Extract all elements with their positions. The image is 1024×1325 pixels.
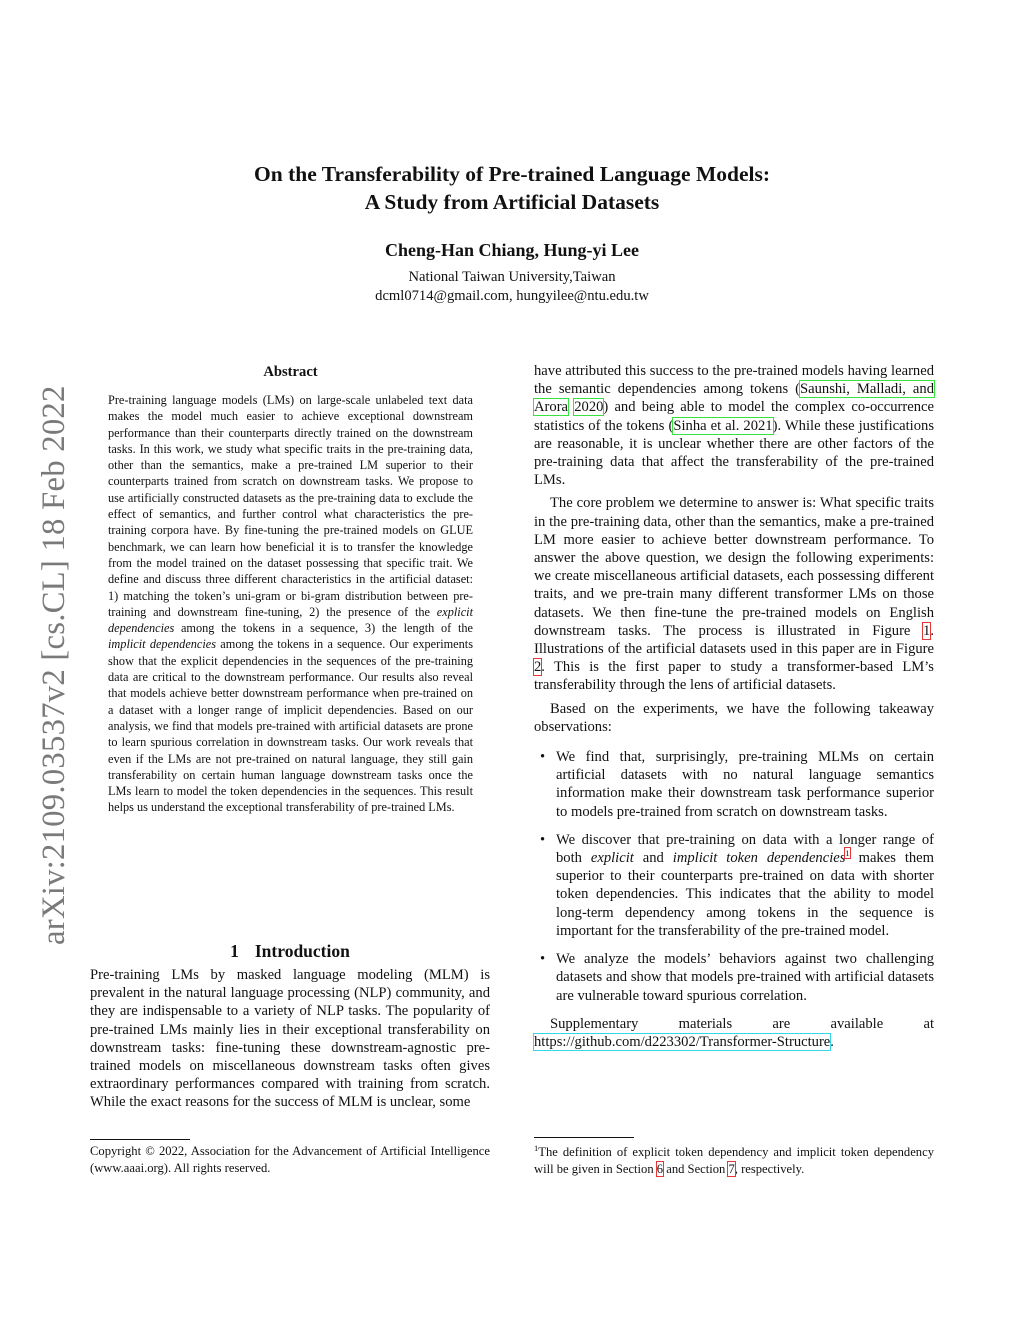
bullet-icon: • bbox=[540, 951, 546, 968]
section-ref-7[interactable]: 7 bbox=[728, 1161, 735, 1176]
list-item-text: We analyze the models’ behaviors against two challenging datasets and show that models pre-trained with artificial datasets are vulnerable toward spurious correlation. bbox=[556, 951, 934, 1004]
paragraph-core-problem bbox=[534, 494, 934, 694]
footnote-text: The definition of explicit token dependency and implicit token dependency will be given in Section bbox=[534, 1145, 934, 1176]
text: . bbox=[830, 1033, 834, 1050]
emails: dcml0714@gmail.com, hungyilee@ntu.edu.tw bbox=[375, 288, 649, 304]
paragraph-takeaways: Based on the experiments, we have the following takeaway observations: bbox=[534, 700, 934, 735]
list-item bbox=[534, 831, 934, 940]
emphasis: explicit bbox=[590, 850, 634, 867]
list-item-text: makes them superior to their counterparts pre-trained on data with shorter token dependencies. This indicates that the ability to model long-term dependency among tokens in the sequence is important for the transferability of the pre-trained model. bbox=[556, 850, 934, 939]
abstract-emphasis-2: implicit dependencies bbox=[108, 637, 217, 652]
paragraph-motivation bbox=[534, 362, 934, 489]
affiliation-block bbox=[0, 268, 1024, 306]
emphasis: implicit token dependencies bbox=[672, 850, 846, 867]
citation-authors: Saunshi, Malladi, and Arora bbox=[534, 381, 935, 416]
footnote-1 bbox=[534, 1144, 934, 1177]
section-number: 1 bbox=[230, 941, 239, 961]
intro-text: Pre-training LMs by masked language modeling (MLM) is prevalent in the natural language processing (NLP) community, and they are indispensable to a variety of NLP tasks. The popularity of pre-trained LMs mainly lies in their exceptional transferability on downstream tasks: fine-tuning these downstream-agnostic pre-trained models on miscellaneous downstream tasks often gives extraordinary performances compared with training from scratch. While the exact reasons for the success of MLM is unclear, some bbox=[90, 967, 490, 1111]
text: The core problem we determine to answer is: What specific traits in the pre-training data, other than the semantics, make a pre-trained LM more easier to achieve better downstream performance. To answer the above question, we design the following experiments: we create miscellaneous artificial datasets, each possessing different traits, and we pre-train many different transformer LMs on those datasets. We then fine-tune the pre-trained models on English downstream tasks. The process is illustrated in Figure bbox=[534, 495, 934, 639]
footnote-divider-left bbox=[90, 1139, 190, 1140]
text: Supplementary materials are available at bbox=[550, 1015, 934, 1032]
abstract-text-1: Pre-training language models (LMs) on large-scale unlabeled text data makes the model much easier to achieve exceptional downstream performance than their counterparts directly trained on the downstream tasks. In this work, we study what specific traits in the pre-training data, other than the semantics, make a pre-trained LM superior to their counterparts trained from scratch on downstream tasks. We propose to use artificially constructed datasets as the pre-training data to exclude the effect of semantics, and further control what characteristics the pre-training corpora have. By fine-tuning the pre-trained models on GLUE benchmark, we can learn how beneficial it is to transfer the knowledge from the model trained on the dataset possessing that specific trait. We define and discuss three different characteristics in the artificial dataset: 1) matching the token’s uni-gram or bi-gram distribution between pre-training and downstream fine-tuning, 2) the presence of the bbox=[108, 393, 473, 619]
paper-title bbox=[0, 160, 1024, 216]
text: have attributed this success to the pre-trained models having learned the semantic dependencies among tokens ( bbox=[534, 363, 934, 398]
intro-paragraph bbox=[90, 966, 490, 1112]
footnote-mark: 1 bbox=[534, 1142, 539, 1153]
copyright-notice: Copyright © 2022, Association for the Advancement of Artificial Intelligence (www.aaai.org). All rights reserved. bbox=[90, 1144, 490, 1175]
section-ref-6[interactable]: 6 bbox=[656, 1161, 664, 1176]
footnote-ref-1[interactable]: 1 bbox=[845, 848, 850, 859]
text: ) and being able to model the complex co-occurrence statistics of the tokens ( bbox=[534, 399, 935, 434]
text: . Illustrations of the artificial datasets used in this paper are in Figure bbox=[534, 622, 934, 658]
paragraph-supplementary bbox=[534, 1015, 934, 1051]
footnote-divider-right bbox=[534, 1137, 634, 1138]
citation-sinha[interactable]: Sinha et al. 2021 bbox=[673, 417, 773, 434]
bullet-icon: • bbox=[540, 749, 546, 766]
list-item-text: We find that, surprisingly, pre-training MLMs on certain artificial datasets with no natural language semantics information make their downstream task performance superior to models pre-trained from scratch on downstream tasks. bbox=[556, 749, 934, 820]
list-item bbox=[534, 950, 934, 1005]
abstract-text-2: among the tokens in a sequence, 3) the length of the bbox=[174, 621, 473, 636]
figure-ref-1[interactable]: 1 bbox=[923, 622, 931, 639]
section-title: Introduction bbox=[254, 941, 350, 961]
footnote-text: and Section bbox=[663, 1161, 729, 1176]
right-column bbox=[534, 362, 934, 1056]
title-line-1: On the Transferability of Pre-trained Language Models: bbox=[254, 162, 770, 186]
supplementary-link[interactable]: https://github.com/d223302/Transformer-Structure bbox=[534, 1033, 831, 1050]
figure-ref-2[interactable]: 2 bbox=[534, 659, 542, 676]
title-line-2: A Study from Artificial Datasets bbox=[364, 190, 660, 214]
affiliation: National Taiwan University,Taiwan bbox=[408, 269, 616, 285]
abstract-heading: Abstract bbox=[263, 364, 318, 380]
arxiv-stamp: arXiv:2109.03537v2 [cs.CL] 18 Feb 2022 bbox=[36, 385, 72, 945]
section-heading-introduction bbox=[90, 941, 490, 962]
text: . This is the first paper to study a transformer-based LM’s transferability through the lens of artificial datasets. bbox=[534, 659, 934, 694]
abstract-text-3: among the tokens in a sequence. Our experiments show that the explicit dependencies in the sequences of the pre-training data are critical to the downstream performance. Our results also reveal that models achieve better downstream performance when pre-trained on a dataset with a longer range of implicit dependencies. Based on our analysis, we find that models pre-trained with artificial datasets are prone to learn spurious correlation in downstream tasks. Our work reveals that even if the LMs are not pre-trained on natural language, they still gain transferability on certain human language downstream tasks once the LMs learn to model the token dependencies in the sequences. This result helps us understand the exceptional transferability of pre-trained LMs. bbox=[108, 637, 473, 815]
takeaway-list bbox=[534, 748, 934, 1005]
footnote-text: , respectively. bbox=[734, 1161, 805, 1176]
list-item-text: We discover that pre-training on data with a longer range of both bbox=[556, 831, 934, 867]
citation-saunshi-year[interactable]: 2020 bbox=[574, 399, 604, 416]
bullet-icon: • bbox=[540, 831, 546, 848]
abstract-emphasis-1: explicit dependencies bbox=[108, 604, 473, 636]
text: ). While these justifications are reasonable, it is unclear whether there are other factors of the pre-training data that affect the transferability of the pre-trained LMs. bbox=[534, 417, 934, 489]
abstract-body bbox=[108, 392, 473, 816]
list-item-text: and bbox=[633, 850, 673, 867]
list-item bbox=[534, 748, 934, 821]
authors: Cheng-Han Chiang, Hung-yi Lee bbox=[384, 240, 640, 260]
